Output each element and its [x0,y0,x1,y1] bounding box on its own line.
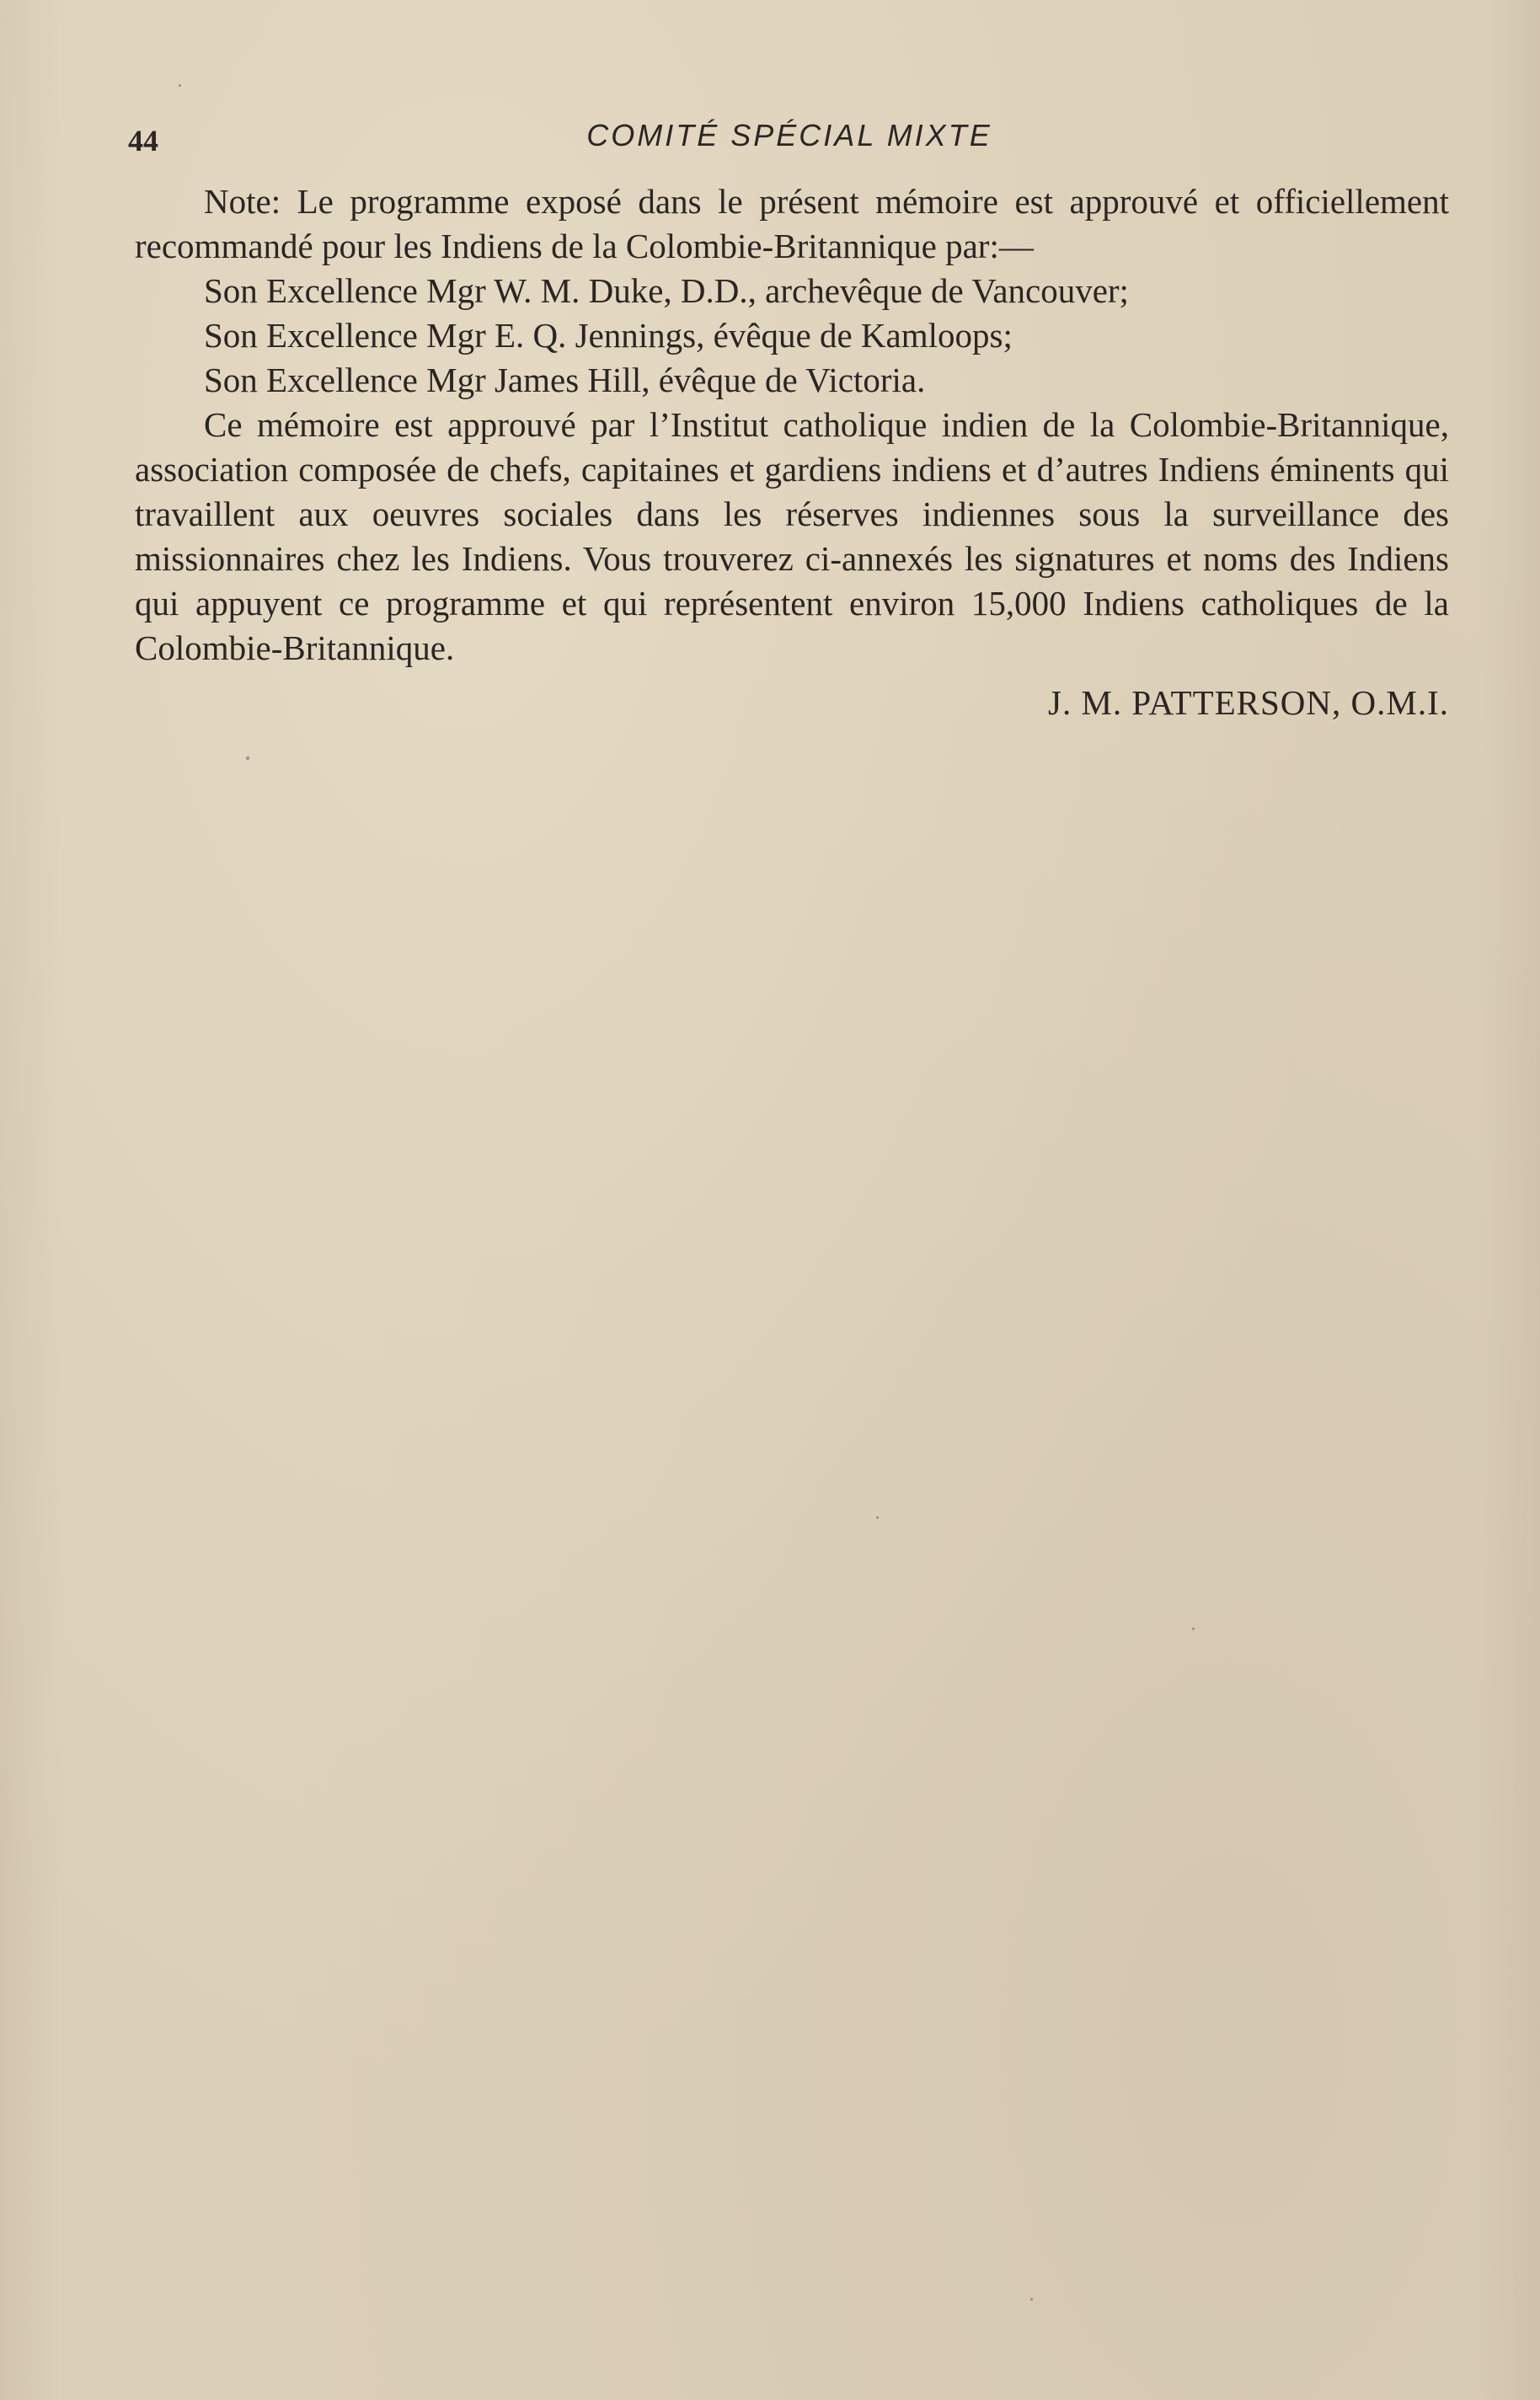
paper-speck [1030,2298,1033,2301]
paper-speck [876,1516,879,1519]
endorser-duke: Son Excellence Mgr W. M. Duke, D.D., archevêque de Vancouver; [204,271,1129,310]
paper-speck [179,84,181,87]
document-body [135,179,1449,725]
endorser-jennings: Son Excellence Mgr E. Q. Jennings, évêque de Kamloops; [204,316,1013,355]
note-paragraph: Note: Le programme exposé dans le présent mémoire est approuvé et officiellement recommandé pour les Indiens de la Colombie-Britannique par:— [135,182,1449,265]
page-number: 44 [128,124,158,158]
page-header [128,118,1451,160]
approval-paragraph: Ce mémoire est approuvé par l’Institut catholique indien de la Colombie-Britannique, association composée de chefs, capitaines et gardiens indiens et d’autres Indiens éminents qui travaillent aux oeuvres sociales dans les réserves indiennes sous la surveillance des missionnaires chez les Indiens. Vous trouverez ci-annexés les signatures et noms des Indiens qui appuyent ce programme et qui représentent environ 15,000 Indiens catholiques de la Colombie-Britannique. [135,405,1449,667]
signature: J. M. PATTERSON, O.M.I. [1048,683,1449,722]
paper-speck [1192,1628,1195,1630]
endorser-hill: Son Excellence Mgr James Hill, évêque de Victoria. [204,361,926,399]
paper-speck [246,756,249,760]
running-head: COMITÉ SPÉCIAL MIXTE [586,118,992,152]
